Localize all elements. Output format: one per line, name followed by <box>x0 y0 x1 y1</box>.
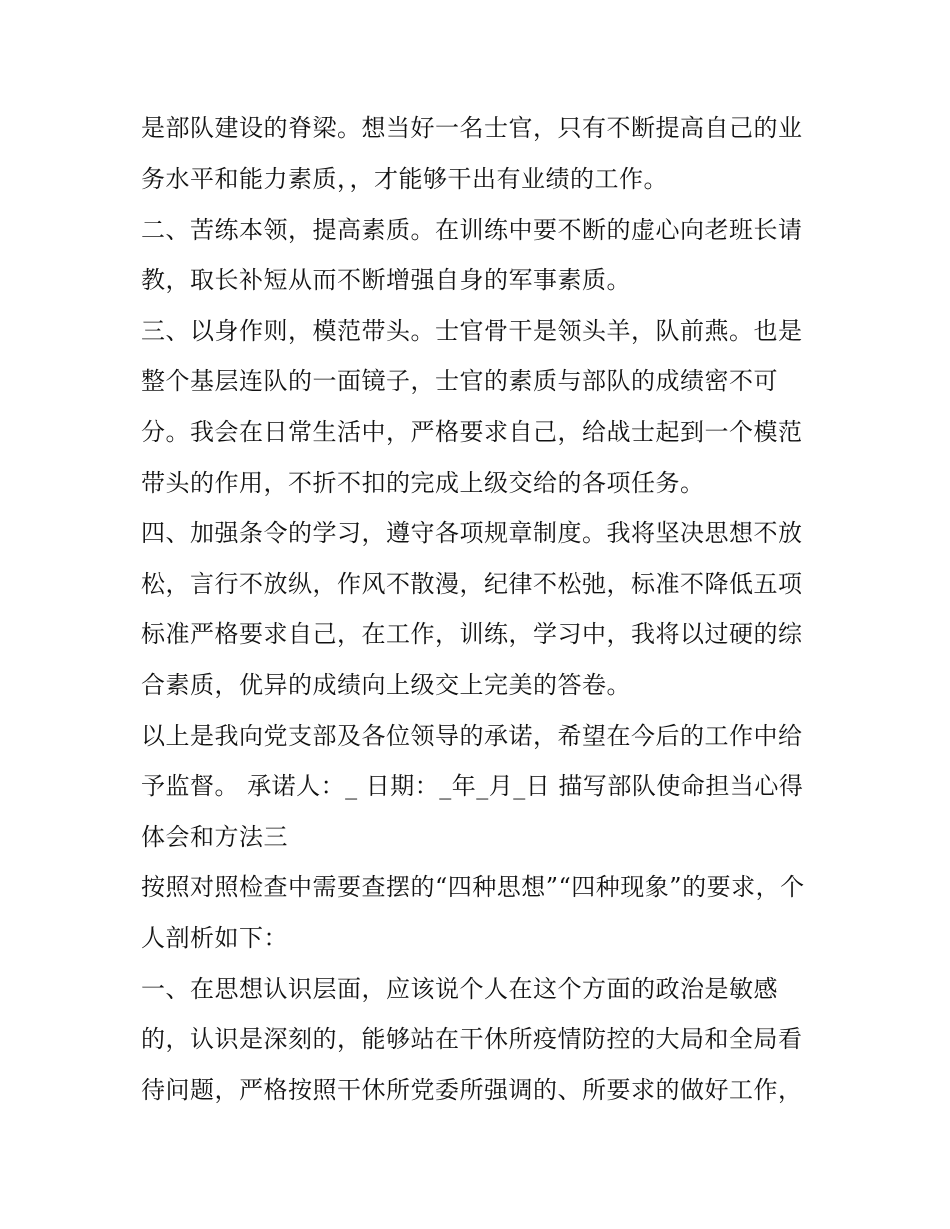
text-line-20: 待问题，严格按照干休所党委所强调的、所要求的做好工作， <box>141 1076 803 1104</box>
text-line-13: 以上是我向党支部及各位领导的承诺，希望在今后的工作中给 <box>141 722 803 750</box>
text-line-19: 的，认识是深刻的，能够站在干休所疫情防控的大局和全局看 <box>141 1025 803 1053</box>
text-line-7: 分。我会在日常生活中，严格要求自己，给战士起到一个模范 <box>141 418 803 446</box>
text-line-6: 整个基层连队的一面镜子，士官的素质与部队的成绩密不可 <box>141 367 778 395</box>
text-line-10: 松，言行不放纵，作风不散漫，纪律不松弛，标准不降低五项 <box>141 570 803 598</box>
text-line-9: 四、加强条令的学习，遵守各项规章制度。我将坚决思想不放 <box>141 519 803 547</box>
text-line-18: 一、在思想认识层面，应该说个人在这个方面的政治是敏感 <box>141 975 778 1003</box>
text-line-17: 人剖析如下： <box>141 924 288 952</box>
text-line-3: 二、苦练本领，提高素质。在训练中要不断的虚心向老班长请 <box>141 216 803 244</box>
text-line-2: 务水平和能力素质，，才能够干出有业绩的工作。 <box>141 165 668 193</box>
text-line-15: 体会和方法三 <box>141 823 288 851</box>
text-line-4: 教，取长补短从而不断增强自身的军事素质。 <box>141 266 631 294</box>
text-line-14: 予监督。 承诺人：_ 日期：_年_月_日 描写部队使命担当心得 <box>141 772 804 800</box>
text-line-1: 是部队建设的脊梁。想当好一名士官，只有不断提高自己的业 <box>141 114 803 142</box>
text-line-11: 标准严格要求自己，在工作，训练，学习中，我将以过硬的综 <box>141 620 803 648</box>
text-line-12: 合素质，优异的成绩向上级交上完美的答卷。 <box>141 671 631 699</box>
text-line-8: 带头的作用，不折不扣的完成上级交给的各项任务。 <box>141 469 705 497</box>
text-line-5: 三、以身作则，模范带头。士官骨干是领头羊，队前燕。也是 <box>141 317 803 345</box>
text-line-16: 按照对照检查中需要查摆的“四种思想”“四种现象”的要求，个 <box>141 873 805 901</box>
